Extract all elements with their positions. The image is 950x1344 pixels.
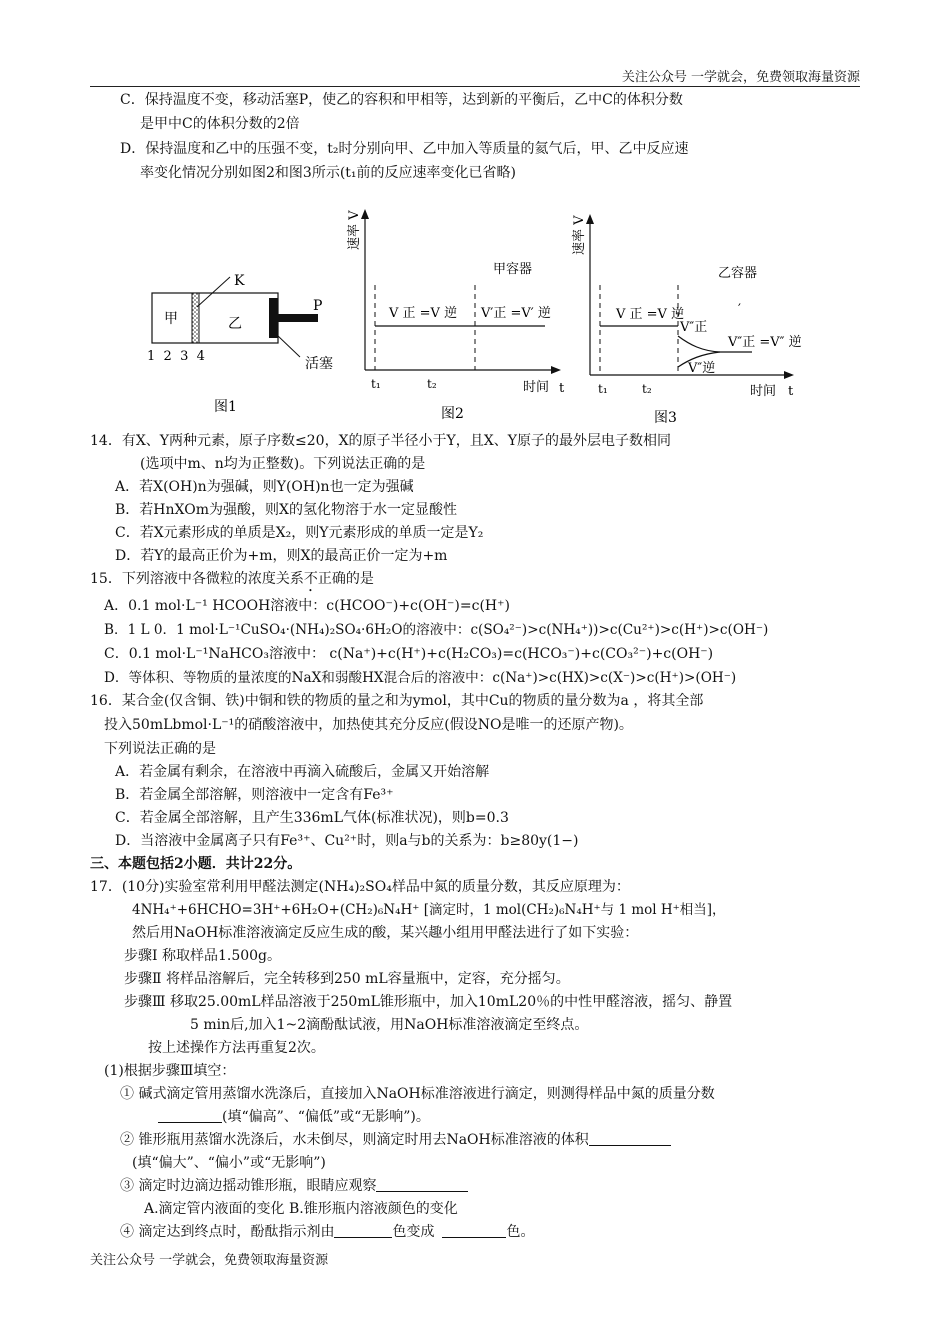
fig2-eq1: V 正 =V 逆 [389, 306, 458, 321]
q15-stem-emphasis: 不 [303, 571, 318, 587]
fig2-t: t [559, 381, 565, 396]
answer-blank-5[interactable] [442, 1223, 506, 1238]
figure-3 [570, 195, 810, 430]
q16-option-d: D．当溶液中金属离子只有Fe³⁺、Cu²⁺时，则a与b的关系为：b≥80y(1−) [115, 833, 579, 849]
q14-option-c: C．若X元素形成的单质是X₂，则Y元素形成的单质一定是Y₂ [115, 525, 484, 541]
fig3-v-ni: V″逆 [688, 361, 716, 376]
fig3-eq2: V″正 =V″ 逆 [728, 335, 802, 350]
fig2-t2: t₂ [427, 377, 437, 391]
q17-repeat: 按上述操作方法再重复2次。 [148, 1040, 325, 1056]
q15-stem [90, 570, 374, 595]
fig2-t1: t₁ [371, 377, 381, 391]
q13-option-d-line2: 率变化情况分别如图2和图3所示(t₁前的反应速率变化已省略) [140, 165, 516, 181]
fig2-caption: 图2 [441, 406, 464, 422]
page-footer: 关注公众号 一学就会，免费领取海量资源 [90, 1253, 329, 1268]
fig3-v-zheng: V″正 [680, 320, 708, 335]
q17-item2-text: ② 锥形瓶用蒸馏水洗涤后，水未倒尽，则滴定时用去NaOH标准溶液的体积 [120, 1132, 589, 1148]
q14-stem-line2: (选项中m、n均为正整数)。下列说法正确的是 [140, 456, 426, 472]
q17-item1-line1: ① 碱式滴定管用蒸馏水洗涤后，直接加入NaOH标准溶液进行滴定，则测得样品中氮的质量分数 [120, 1086, 715, 1102]
q17-item3-choices: A.滴定管内液面的变化 B.锥形瓶内溶液颜色的变化 [144, 1201, 458, 1217]
label-piston: 活塞 [305, 356, 333, 372]
answer-blank-1[interactable] [158, 1108, 222, 1123]
q14-option-b: B．若HnXOm为强酸，则X的氢化物溶于水一定显酸性 [115, 502, 457, 518]
header-text: 关注公众号 一学就会，免费领取海量资源 [621, 70, 860, 85]
label-yi: 乙 [228, 316, 242, 332]
q13-option-c-line2: 是甲中C的体积分数的2倍 [140, 116, 300, 132]
fig2-eq2: V′正 =V′ 逆 [481, 306, 551, 321]
q17-item4-line [120, 1223, 534, 1241]
q17-line3: 然后用NaOH标准溶液滴定反应生成的酸，某兴趣小组用甲醛法进行了如下实验： [132, 925, 639, 941]
q17-step2: 步骤Ⅱ 将样品溶解后，完全转移到250 mL容量瓶中，定容，充分摇匀。 [124, 971, 570, 987]
q15-stem-part1: 15．下列溶液中各微粒的浓度关系 [90, 571, 304, 587]
q16-stem-line1: 16．某合金(仅含铜、铁)中铜和铁的物质的量之和为ymol，其中Cu的物质的量分数为a ，将其全部 [90, 693, 704, 709]
fig3-x-label: 时间 [750, 384, 777, 399]
fig2-container-label: 甲容器 [493, 262, 533, 277]
piston-rod [278, 314, 318, 322]
q14-option-a: A．若X(OH)n为强碱，则Y(OH)n也一定为强碱 [115, 479, 414, 495]
fig1-caption: 图1 [214, 399, 237, 415]
q17-item1-text: (填“偏高”、“偏低”或“无影响”)。 [222, 1109, 430, 1125]
answer-blank-2[interactable] [589, 1131, 671, 1146]
q17-equation: 4NH₄⁺+6HCHO=3H⁺+6H₂O+(CH₂)₆N₄H⁺ [滴定时，1 mol(CH₂)₆N₄H⁺与 1 mol H⁺相当]， [132, 902, 726, 918]
q16-option-b: B．若金属全部溶解，则溶液中一定含有Fe³⁺ [115, 787, 394, 803]
fig3-t2: t₂ [642, 382, 652, 396]
figure-1 [140, 265, 340, 430]
q16-stem-line2: 投入50mLbmol·L⁻¹的硝酸溶液中，加热使其充分反应(假设NO是唯一的还原产物)。 [104, 717, 633, 733]
label-p: P [313, 298, 323, 314]
q17-item3-line1 [120, 1177, 468, 1195]
fig2-y-label: 速率 V [347, 210, 362, 250]
q16-option-c: C．若金属全部溶解，且产生336mL气体(标准状况)，则b=0.3 [115, 810, 509, 826]
q14-option-d: D．若Y的最高正价为+m，则X的最高正价一定为+m [115, 548, 448, 564]
fig3-t: t [788, 384, 794, 399]
label-k: K [234, 273, 245, 289]
fig3-container-label: 乙容器 [718, 266, 758, 281]
fig3-t1: t₁ [598, 382, 608, 396]
figure-2 [345, 195, 575, 430]
q15-option-d: D．等体积、等物质的量浓度的NaX和弱酸HX混合后的溶液中：c(Na⁺)>c(HX)>c(X⁻)>c(H⁺)>(OH⁻) [104, 670, 737, 686]
piston-plate [269, 298, 278, 338]
q17-step3-line1: 步骤Ⅲ 移取25.00mL样品溶液于250mL锥形瓶中，加入10mL20％的中性甲醛溶液，摇匀、静置 [124, 994, 733, 1010]
q15-option-b: B．1 L 0．1 mol·L⁻¹CuSO₄·(NH₄)₂SO₄·6H₂O的溶液中：c(SO₄²⁻)>c(NH₄⁺))>c(Cu²⁺)>c(H⁺)>c(OH⁻) [104, 622, 769, 638]
q15-option-a: A．0.1 mol·L⁻¹ HCOOH溶液中：c(HCOO⁻)+c(OH⁻)=c(H⁺) [104, 598, 510, 614]
fig3-caption: 图3 [654, 410, 677, 426]
fig2-x-label: 时间 [523, 380, 550, 395]
q17-item4-text2: 色变成 [392, 1224, 435, 1240]
q17-stem: 17．(10分)实验室常利用甲醛法测定(NH₄)₂SO₄样品中氮的质量分数，其反应原理为： [90, 879, 630, 895]
q17-item3-text: ③ 滴定时边滴边摇动锥形瓶，眼睛应观察 [120, 1178, 377, 1194]
q15-stem-part2: 正确的是 [317, 571, 374, 587]
q17-item4-text1: ④ 滴定达到终点时，酚酞指示剂由 [120, 1224, 335, 1240]
q17-item4-text3: 色。 [506, 1224, 535, 1240]
scale-ticks: 1 2 3 4 [147, 349, 205, 364]
section-3-heading: 三、本题包括2小题．共计22分。 [90, 856, 302, 872]
q15-option-c: C．0.1 mol·L⁻¹NaHCO₃溶液中： c(Na⁺)+c(H⁺)+c(H₂CO₃)=c(HCO₃⁻)+c(CO₃²⁻)+c(OH⁻) [104, 646, 714, 662]
fig3-mark: ′ [738, 302, 741, 317]
answer-blank-4[interactable] [334, 1223, 392, 1238]
q17-step1: 步骤Ⅰ 称取样品1.500g。 [124, 948, 282, 964]
q16-option-a: A．若金属有剩余，在溶液中再滴入硫酸后，金属又开始溶解 [115, 764, 490, 780]
q13-option-c-line1: C．保持温度不变，移动活塞P，使乙的容积和甲相等，达到新的平衡后，乙中C的体积分数 [120, 92, 683, 108]
q17-item2-line2: (填“偏大”、“偏小”或“无影响”) [132, 1155, 326, 1171]
q13-option-d-line1: D．保持温度和乙中的压强不变，t₂时分别向甲、乙中加入等质量的氦气后，甲、乙中反应速 [120, 141, 689, 157]
page-header [90, 64, 860, 87]
q16-stem-line3: 下列说法正确的是 [104, 741, 216, 757]
q17-item2-line1 [120, 1131, 671, 1149]
q17-sub1: (1)根据步骤Ⅲ填空： [104, 1063, 236, 1079]
q14-stem-line1: 14．有X、Y两种元素，原子序数≤20，X的原子半径小于Y，且X、Y原子的最外层电子数相同 [90, 433, 671, 449]
fig3-eq1: V 正 =V 逆 [616, 307, 685, 322]
fig3-y-label: 速率 V [572, 215, 587, 255]
label-jia: 甲 [164, 311, 178, 327]
answer-blank-3[interactable] [376, 1177, 468, 1192]
partition-k [192, 293, 199, 343]
q17-step3-line2: 5 min后,加入1~2滴酚酞试液，用NaOH标准溶液滴定至终点。 [190, 1017, 589, 1033]
q17-item1-line2 [158, 1108, 430, 1126]
